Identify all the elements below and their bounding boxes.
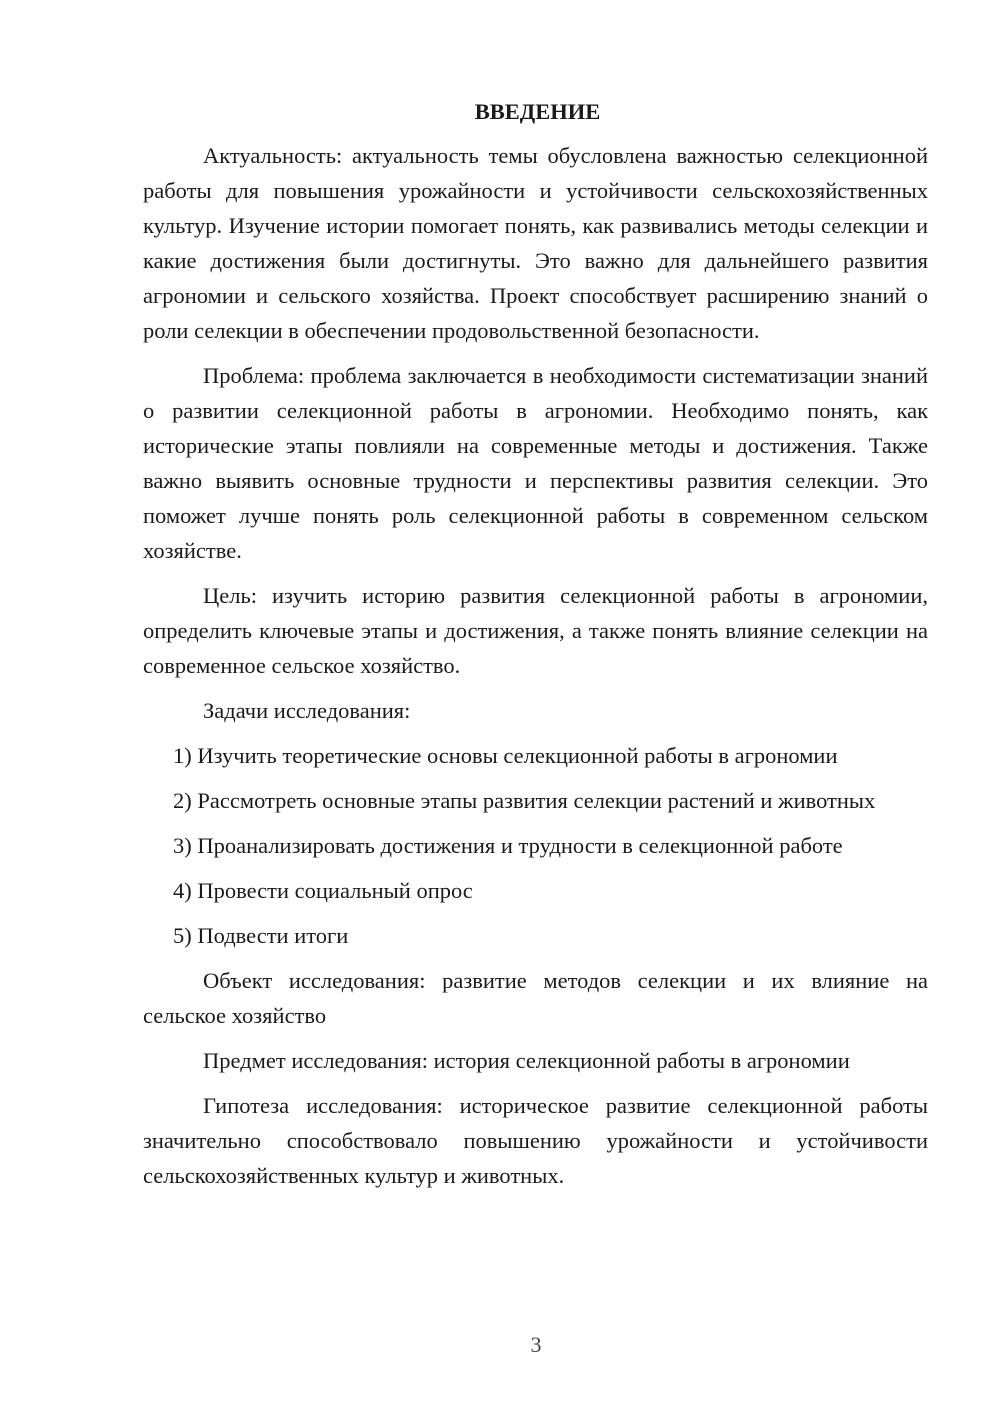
task-item: 3) Проанализировать достижения и трудности в селекционной работе [173,833,843,858]
page-number: 3 [530,1332,542,1357]
document-body [143,94,928,1203]
task-item: 1) Изучить теоретические основы селекционной работы в агрономии [173,743,838,768]
relevance-paragraph: Актуальность: актуальность темы обусловлена важностью селекционной работы для повышения урожайности и устойчивости сельскохозяйственных культур. Изучение истории помогает понять, как развивались методы селекции и какие достижения были достигнуты. Это важно для дальнейшего развития агрономии и сельского хозяйства. Проект способствует расширению знаний о роли селекции в обеспечении продовольственной безопасности. [143,143,928,343]
tasks-list [143,738,928,953]
section-title: ВВЕДЕНИЕ [474,99,601,124]
tasks-heading: Задачи исследования: [203,698,411,723]
goal-paragraph: Цель: изучить историю развития селекционной работы в агрономии, определить ключевые этапы и достижения, а также понять влияние селекции на современное сельское хозяйство. [143,583,928,678]
object-paragraph: Объект исследования: развитие методов селекции и их влияние на сельское хозяйство [143,968,928,1028]
task-item: 5) Подвести итоги [173,923,349,948]
task-item: 4) Провести социальный опрос [173,878,473,903]
task-item: 2) Рассмотреть основные этапы развития селекции растений и животных [173,788,876,813]
subject-paragraph: Предмет исследования: история селекционной работы в агрономии [203,1048,850,1073]
hypothesis-paragraph: Гипотеза исследования: историческое развитие селекционной работы значительно способствовало повышению урожайности и устойчивости сельскохозяйственных культур и животных. [143,1093,928,1188]
problem-paragraph: Проблема: проблема заключается в необходимости систематизации знаний о развитии селекционной работы в агрономии. Необходимо понять, как исторические этапы повлияли на современные методы и достижения. Также важно выявить основные трудности и перспективы развития селекции. Это поможет лучше понять роль селекционной работы в современном сельском хозяйстве. [143,363,928,563]
